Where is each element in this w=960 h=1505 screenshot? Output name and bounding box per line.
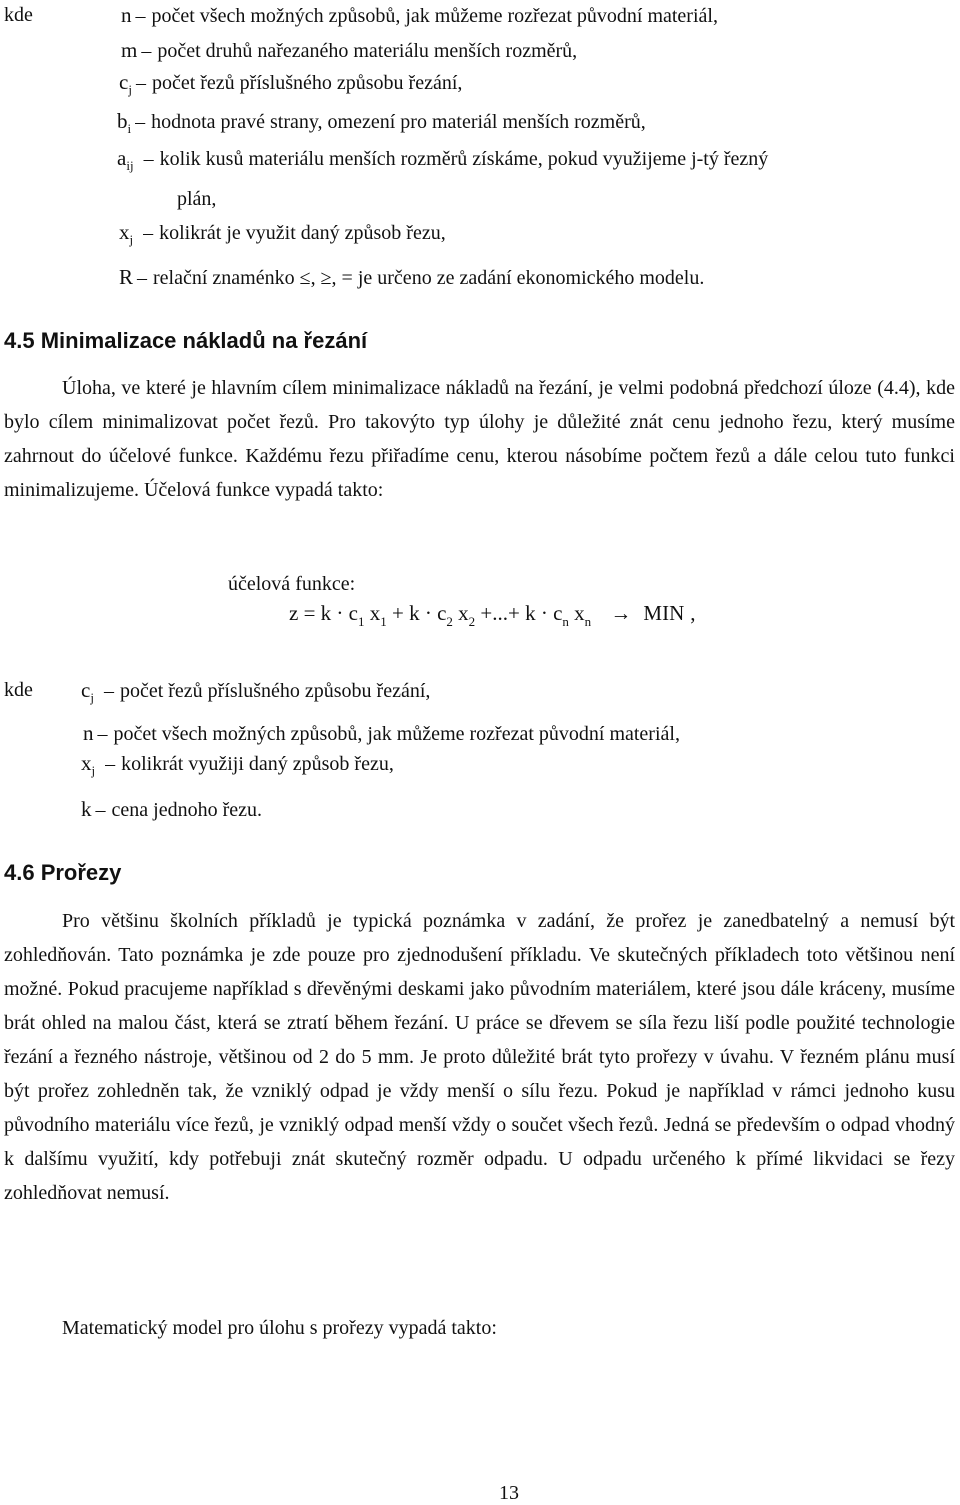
def-bottom-n: n – počet všech možných způsobů, jak můžeme rozřezat původní materiál, [83,721,680,745]
objective-formula [289,601,696,629]
formula-sub: 1 [357,614,365,629]
kde-label-bottom: kde [4,679,33,701]
def-bottom-cj: $c_j$ – počet řezů příslušného způsobu řezání, [81,678,431,705]
def-symbol: a [117,146,127,170]
formula-part: + k · c [391,601,447,625]
formula-sub: n [584,614,592,629]
heading-4-6: 4.6 Prořezy [4,860,122,885]
def-text: počet všech možných způsobů, jak můžeme rozřezat původní materiál, [113,723,680,745]
paragraph-4-6 [4,904,955,1210]
def-subscript: j [90,690,94,705]
def-symbol: R [119,265,134,289]
formula-part: x [369,601,381,625]
formula-target: MIN [643,601,685,625]
heading-4-5: 4.5 Minimalizace nákladů na řezání [4,328,368,353]
def-text: počet řezů příslušného způsobu řezání, [119,680,431,702]
def-top-m: m – počet druhů nařezaného materiálu menších rozměrů, [121,38,578,62]
def-symbol: c [81,678,91,702]
def-top-cj: $c_j$ – počet řezů příslušného způsobu řezání, [119,70,463,97]
kde-label-top: kde [4,4,33,26]
def-symbol: b [117,109,128,133]
def-text: kolikrát je využit daný způsob řezu, [159,222,446,244]
formula-part: +...+ k · c [480,601,563,625]
def-bottom-k: k – cena jednoho řezu. [81,797,262,821]
def-symbol: x [119,220,130,244]
def-top-R: R – relační znaménko ≤, ≥, = je určeno ze zadání ekonomického modelu. [119,265,705,289]
def-subscript: j [91,763,96,778]
def-top-bi: $b_i$ – hodnota pravé strany, omezení pro materiál menších rozměrů, [117,109,646,136]
paragraph-4-5-text: Úloha, ve které je hlavním cílem minimalizace nákladů na řezání, je velmi podobná předchozí úloze (4.4), kde bylo cílem minimalizovat počet řezů. Pro takovýto typ úlohy je důležité znát cenu jednoho řezu, který musíme zahrnout do účelové funkce. Každému řezu přiřadíme cenu, kterou násobíme počtem řezů a dále celou tuto funkci minimalizujeme. Účelová funkce vypadá takto: [4,377,955,501]
formula-sub: 1 [380,614,387,629]
closing-sentence: Matematický model pro úlohu s prořezy vypadá takto: [62,1317,497,1339]
arrow-right-icon: → [610,601,632,625]
def-text: počet všech možných způsobů, jak můžeme rozřezat původní materiál, [151,5,718,27]
def-symbol: n [121,3,132,27]
def-text: počet druhů nařezaného materiálu menších rozměrů, [157,40,578,62]
def-symbol: n [83,721,94,745]
def-text: počet řezů příslušného způsobu řezání, [151,72,463,94]
def-text: cena jednoho řezu. [111,799,262,821]
def-subscript: i [127,121,132,136]
def-subscript: ij [126,158,134,173]
def-bottom-xj: $x_j$ – kolikrát využiji daný způsob řezu, [81,751,394,778]
def-subscript: j [128,82,132,97]
formula-part: x [458,601,469,625]
def-top-xj: $x_j$ – kolikrát je využit daný způsob řezu, [119,220,446,247]
def-text: relační znaménko ≤, ≥, = je určeno ze zadání ekonomického modelu. [153,267,705,289]
def-text: kolik kusů materiálu menších rozměrů získáme, pokud využijeme j-tý řezný [159,148,769,170]
paragraph-4-5 [4,371,955,507]
page-number: 13 [499,1482,519,1504]
formula-part: x [574,601,585,625]
def-symbol: m [121,38,138,62]
formula-comma: , [690,601,696,625]
def-subscript: j [129,232,134,247]
def-top-continuation: plán, [177,188,217,210]
def-symbol: c [119,70,129,94]
formula-sub: 2 [446,614,453,629]
paragraph-4-6-text: Pro většinu školních příkladů je typická poznámka v zadání, že prořez je zanedbatelný a nemusí být zohledňován. Tato poznámka je zde pouze pro zjednodušení příkladu. Ve skutečných příkladech toto většinou není možné. Pokud pracujeme například s dřevěnými deskami jako původním materiálem, které jsou dále kráceny, musíme brát ohled na malou část, která se ztratí během řezání. U práce se dřevem se síla řezu liší podle použité technologie řezání a řezného nástroje, většinou od 2 do 5 mm. Je proto důležité brát tyto prořezy v úvahu. V řezném plánu musí být prořez zohledněn tak, že vzniklý odpad je vždy menší o sílu řezu. Pokud je například v rámci jednoho kusu původního materiálu více řezů, je vzniklý odpad menší vždy o součet všech řezů. Jedná se především o odpad vhodný k dalšímu využití, kdy potřebuji znát skutečný rozměr odpadu. U odpadu určeného k přímé likvidaci se řezy zohledňovat nemusí. [4,910,955,1204]
def-text: kolikrát využiji daný způsob řezu, [121,753,394,775]
formula-sub: n [562,614,569,629]
def-top-aij: $a_{ij}$ – kolik kusů materiálu menších rozměrů získáme, pokud využijeme j-tý řezný [117,146,769,173]
formula-part: z = k · c [289,601,358,625]
formula-sub: 2 [468,614,476,629]
def-top-n: n – počet všech možných způsobů, jak můžeme rozřezat původní materiál, [121,3,718,27]
def-symbol: k [81,797,92,821]
objective-label: účelová funkce: [228,573,356,595]
def-symbol: x [81,751,92,775]
def-text: hodnota pravé strany, omezení pro materiál menších rozměrů, [151,111,646,133]
